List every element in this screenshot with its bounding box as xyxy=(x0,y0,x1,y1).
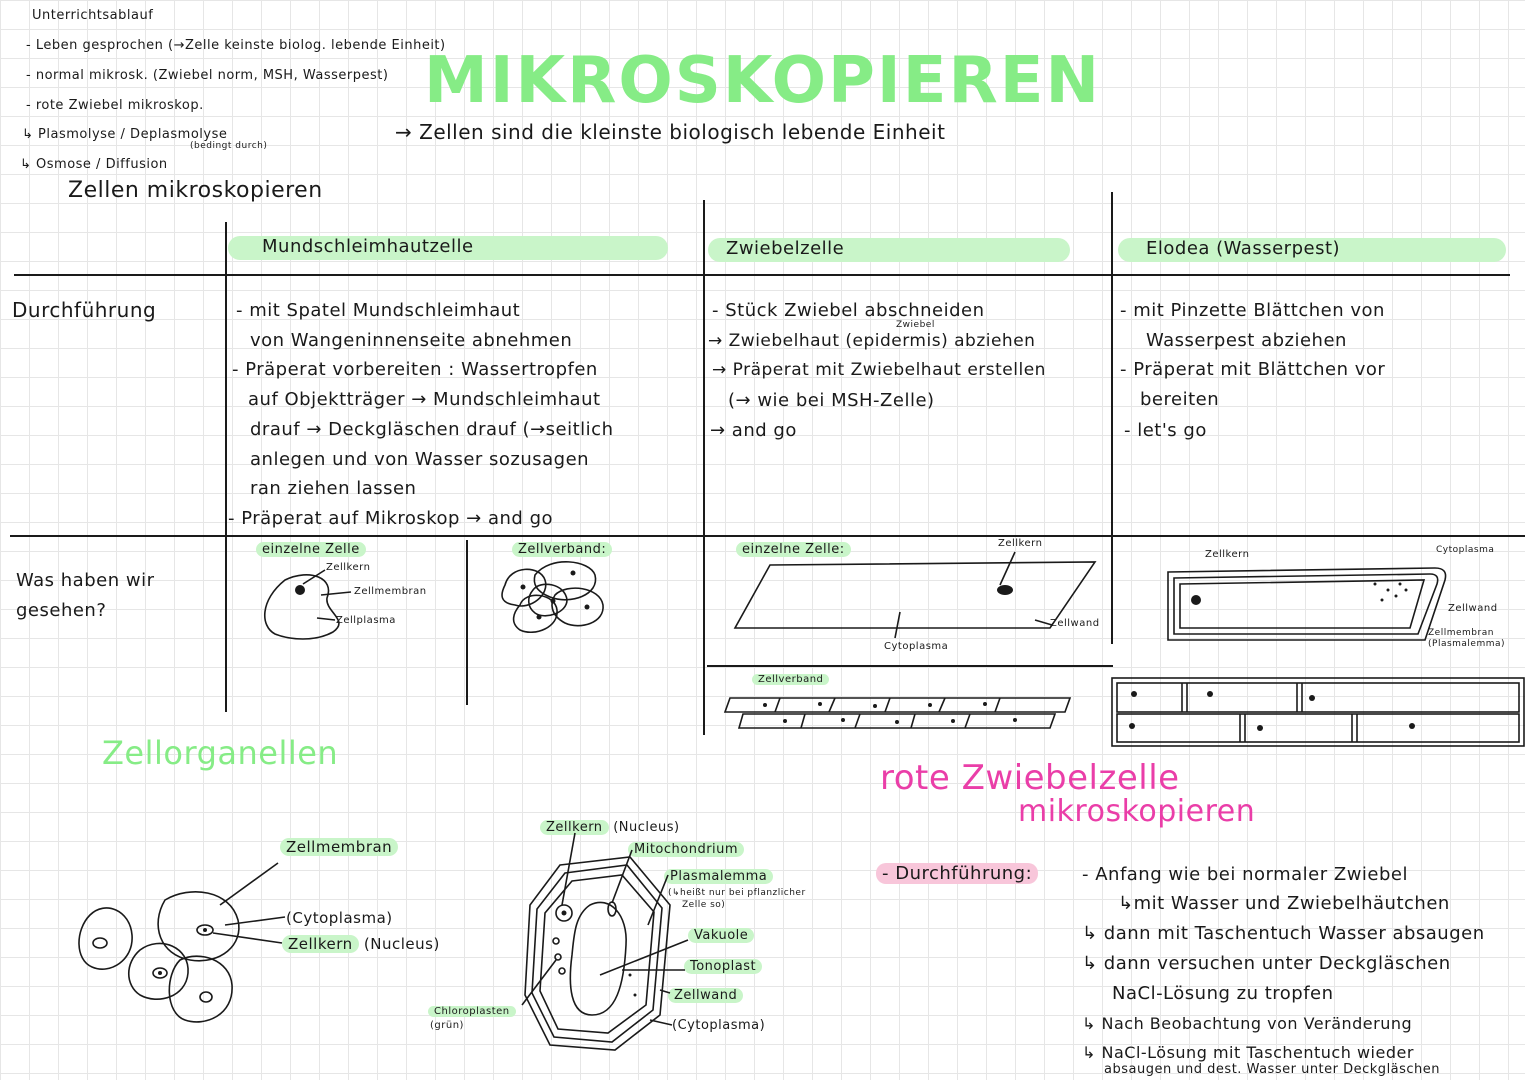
outline-line: - Leben gesprochen (→Zelle keinste biolog. lebende Einheit) xyxy=(26,38,446,53)
red-onion-subtitle: mikroskopieren xyxy=(1018,794,1256,829)
procedure-line: - mit Spatel Mundschleimhaut xyxy=(236,300,521,321)
row-header-observation: Was haben wir gesehen? xyxy=(16,570,155,621)
plant-label-vakuole: Vakuole xyxy=(688,928,754,943)
elodea-cell-drawing xyxy=(1160,560,1455,650)
outline-line: ↳ Osmose / Diffusion xyxy=(20,157,168,172)
nucleus-latin: (Nucleus) xyxy=(363,935,440,953)
table-inner-line xyxy=(707,665,1113,667)
red-onion-step: ↳ dann mit Taschentuch Wasser absaugen xyxy=(1082,923,1485,944)
column-header-label: Elodea (Wasserpest) xyxy=(1146,238,1341,259)
obs-label: einzelne Zelle xyxy=(256,542,366,557)
table-inner-line xyxy=(466,540,468,705)
obs-annotation: Zellkern xyxy=(326,562,371,573)
nucleus-latin: (Nucleus) xyxy=(613,820,680,835)
onion-cell-drawing xyxy=(730,550,1110,650)
procedure-line: auf Objektträger → Mundschleimhaut xyxy=(248,389,601,410)
table-col-line xyxy=(703,200,705,735)
animal-label-nucleus xyxy=(282,935,440,953)
procedure-line: - mit Pinzette Blättchen von xyxy=(1120,300,1385,321)
obs-label: Zellverband: xyxy=(512,542,612,557)
outline-title: Unterrichtsablauf xyxy=(32,8,154,23)
procedure-line: - Präperat mit Blättchen vor xyxy=(1120,359,1386,380)
red-onion-step: ↳ Nach Beobachtung von Veränderung xyxy=(1082,1014,1413,1033)
animal-label-membrane: Zellmembran xyxy=(280,838,398,856)
plant-note: (↳heißt nur bei pflanzlicher xyxy=(668,888,806,898)
red-onion-step: ↳ NaCl-Lösung mit Taschentuch wieder xyxy=(1082,1043,1414,1062)
obs-annotation: Zellmembran xyxy=(354,586,427,597)
red-onion-label: - Durchführung: xyxy=(876,863,1038,884)
table-header-line xyxy=(14,274,1510,276)
page-title: MIKROSKOPIEREN xyxy=(424,44,1101,118)
procedure-line: → and go xyxy=(710,420,797,441)
procedure-line: (→ wie bei MSH-Zelle) xyxy=(728,390,935,411)
red-onion-step: NaCl-Lösung zu tropfen xyxy=(1112,983,1334,1004)
procedure-line: anlegen und von Wasser sozusagen xyxy=(250,449,590,470)
obs-annotation: (Plasmalemma) xyxy=(1428,639,1506,649)
animal-cells-drawing xyxy=(70,855,290,1035)
nucleus-term: Zellkern xyxy=(282,935,359,953)
table-col-line xyxy=(1111,192,1113,644)
elodea-group-drawing xyxy=(1112,678,1524,748)
red-onion-title: rote Zwiebelzelle xyxy=(880,758,1180,798)
procedure-note: Zwiebel xyxy=(896,320,935,330)
column-header-elodea xyxy=(1118,238,1506,262)
page-subtitle: → Zellen sind die kleinste biologisch lebende Einheit xyxy=(395,120,946,144)
procedure-line: von Wangeninnenseite abnehmen xyxy=(250,330,573,351)
red-onion-step: absaugen und dest. Wasser unter Deckgläschen xyxy=(1104,1062,1441,1077)
procedure-line: - Präperat vorbereiten : Wassertropfen xyxy=(232,359,598,380)
plant-note: (grün) xyxy=(430,1020,464,1031)
msh-group-drawing xyxy=(495,555,625,645)
obs-label: einzelne Zelle: xyxy=(736,542,851,557)
column-header-zwiebel xyxy=(708,238,1070,262)
procedure-line: - let's go xyxy=(1124,420,1207,441)
procedure-line: bereiten xyxy=(1140,389,1220,410)
obs-annotation: Zellkern xyxy=(998,538,1043,549)
procedure-line: - Stück Zwiebel abschneiden xyxy=(712,300,985,321)
outline-line: - normal mikrosk. (Zwiebel norm, MSH, Wasserpest) xyxy=(26,68,389,83)
obs-label: Zellverband xyxy=(752,674,829,685)
plant-label-nucleus xyxy=(540,820,680,835)
obs-annotation: Zellmembran xyxy=(1428,628,1494,638)
procedure-line: Wasserpest abziehen xyxy=(1146,330,1347,351)
column-header-label: Mundschleimhautzelle xyxy=(262,236,474,257)
plant-label-cytoplasm: (Cytoplasma) xyxy=(672,1018,766,1033)
obs-annotation: Zellkern xyxy=(1205,549,1250,560)
plant-label-chloro: Chloroplasten xyxy=(428,1006,516,1017)
plant-label-tonoplast: Tonoplast xyxy=(684,959,762,974)
obs-annotation: Cytoplasma xyxy=(1436,545,1495,555)
onion-group-drawing xyxy=(725,690,1075,735)
column-header-label: Zwiebelzelle xyxy=(726,238,845,259)
column-header-msh xyxy=(228,236,668,260)
procedure-line: ran ziehen lassen xyxy=(250,478,417,499)
obs-annotation: Zellwand xyxy=(1448,603,1498,614)
plant-note: Zelle so) xyxy=(682,900,726,910)
section-title: Zellen mikroskopieren xyxy=(68,178,323,203)
animal-label-cytoplasm: (Cytoplasma) xyxy=(286,909,393,927)
outline-line: - rote Zwiebel mikroskop. xyxy=(26,98,204,113)
plant-cell-drawing xyxy=(520,845,680,1055)
plant-label-zellwand: Zellwand xyxy=(668,988,743,1003)
red-onion-step: - Anfang wie bei normaler Zwiebel xyxy=(1082,864,1408,885)
plant-label-mito: Mitochondrium xyxy=(628,842,744,857)
obs-annotation: Zellwand xyxy=(1050,618,1100,629)
procedure-line: → Präperat mit Zwiebelhaut erstellen xyxy=(712,360,1046,380)
table-row-line xyxy=(10,535,1525,537)
red-onion-step: ↳ dann versuchen unter Deckgläschen xyxy=(1082,953,1451,974)
procedure-line: → Zwiebelhaut (epidermis) abziehen xyxy=(708,331,1036,351)
row-header-procedure: Durchführung xyxy=(12,298,157,322)
obs-annotation: Zellplasma xyxy=(336,615,396,626)
red-onion-step: ↳mit Wasser und Zwiebelhäutchen xyxy=(1118,893,1450,914)
outline-line: ↳ Plasmolyse / Deplasmolyse xyxy=(22,127,228,142)
table-col-line xyxy=(225,222,227,712)
procedure-line: - Präperat auf Mikroskop → and go xyxy=(228,508,554,529)
obs-annotation: Cytoplasma xyxy=(884,641,949,652)
plant-label-plasmalemma: Plasmalemma xyxy=(664,869,773,884)
msh-cell-drawing xyxy=(255,560,465,650)
organelles-title: Zellorganellen xyxy=(102,734,339,772)
procedure-line: drauf → Deckgläschen drauf (→seitlich xyxy=(250,419,614,440)
outline-note: (bedingt durch) xyxy=(190,141,268,151)
nucleus-term: Zellkern xyxy=(540,820,609,835)
